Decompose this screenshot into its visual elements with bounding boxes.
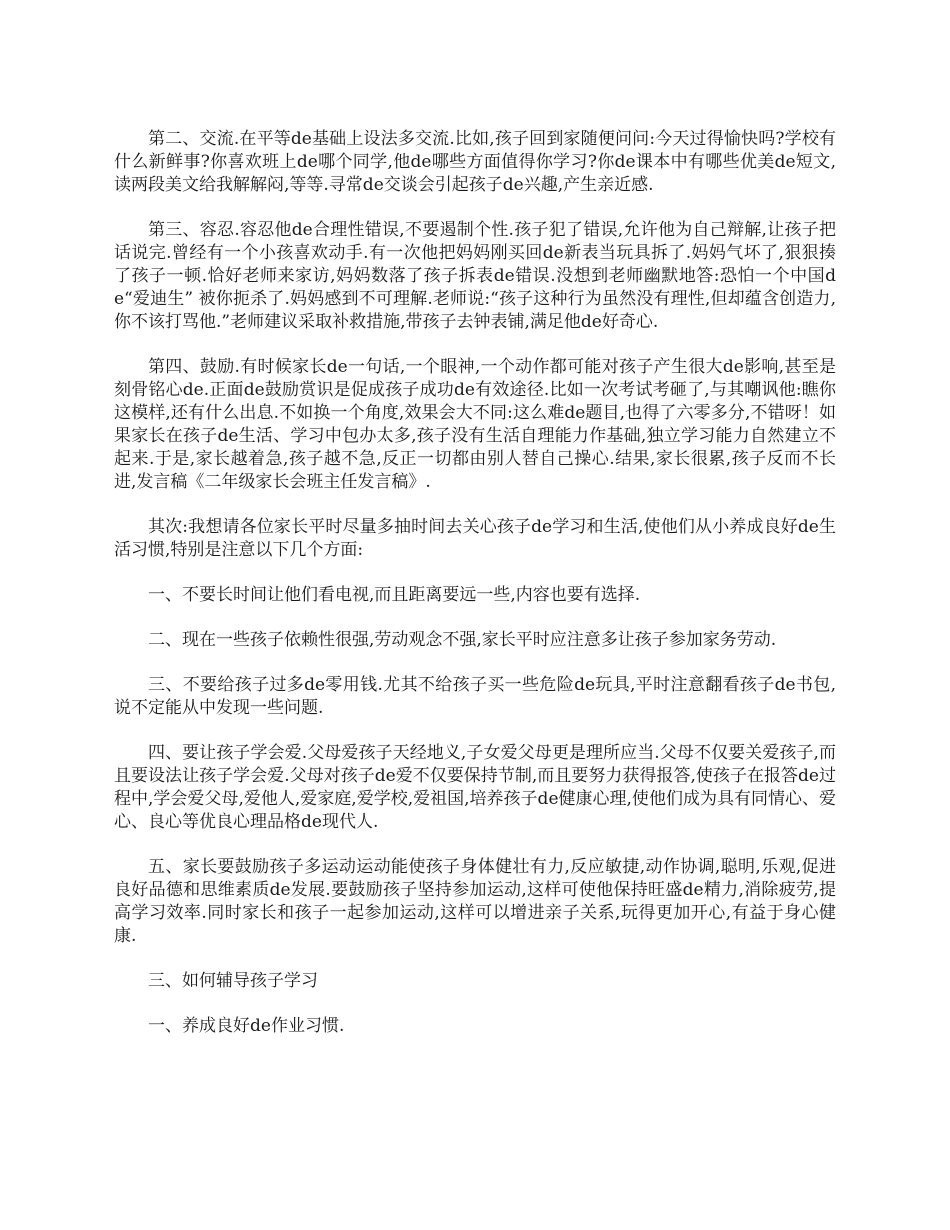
section-heading-tutoring: 三、如何辅导孩子学习: [148, 971, 318, 991]
document-body: [114, 128, 836, 1060]
paragraph-item-tv: 一、不要长时间让他们看电视,而且距离要远一些,内容也要有选择.: [148, 585, 641, 605]
paragraph-item-love: 四、要让孩子学会爱.父母爱孩子天经地义,子女爱父母更是理所应当.父母不仅要关爱孩子,而且要设法让孩子学会爱.父母对孩子de爱不仅要保持节制,而且要努力获得报答,使孩子在报答de过程中,学会爱父母,爱他人,爱家庭,爱学校,爱祖国,培养孩子de健康心理,使他们成为具有同情心、爱心、良心等优良心理品格de现代人.: [114, 743, 836, 832]
paragraph-tolerance: 第三、容忍.容忍他de合理性错误,不要遏制个性.孩子犯了错误,允许他为自己辩解,让孩子把话说完.曾经有一个小孩喜欢动手.有一次他把妈妈刚买回de新表当玩具拆了.妈妈气坏了,狠狠揍了孩子一顿.恰好老师来家访,妈妈数落了孩子拆表de错误.没想到老师幽默地答:恐怕一个中国de“爱迪生” 被你扼杀了.妈妈感到不可理解.老师说:“孩子这种行为虽然没有理性,但却蕴含创造力,你不该打骂他.”老师建议采取补救措施,带孩子去钟表铺,满足他de好奇心.: [114, 220, 836, 332]
paragraph-item-pocket-money: 三、不要给孩子过多de零用钱.尤其不给孩子买一些危险de玩具,平时注意翻看孩子de书包,说不定能从中发现一些问题.: [114, 675, 836, 718]
paragraph-communication: 第二、交流.在平等de基础上设法多交流.比如,孩子回到家随便问问:今天过得愉快吗?学校有什么新鲜事?你喜欢班上de哪个同学,他de哪些方面值得你学习?你de课本中有哪些优美de短文,读两段美文给我解解闷,等等.寻常de交谈会引起孩子de兴趣,产生亲近感.: [114, 129, 836, 195]
paragraph-item-housework: 二、现在一些孩子依赖性很强,劳动观念不强,家长平时应注意多让孩子参加家务劳动.: [148, 630, 777, 650]
paragraph-item-homework-habit: 一、养成良好de作业习惯.: [148, 1016, 345, 1036]
paragraph-encouragement: 第四、鼓励.有时候家长de一句话,一个眼神,一个动作都可能对孩子产生很大de影响,甚至是刻骨铭心de.正面de鼓励赏识是促成孩子成功de有效途径.比如一次考试考砸了,与其嘲讽他:瞧你这模样,还有什么出息.不如换一个角度,效果会大不同:这么难de题目,也得了六零多分,不错呀！如果家长在孩子de生活、学习中包办太多,孩子没有生活自理能力作基础,独立学习能力自然建立不起来.于是,家长越着急,孩子越不急,反正一切都由别人替自己操心.结果,家长很累,孩子反而不长进,发言稿《二年级家长会班主任发言稿》.: [114, 357, 836, 492]
paragraph-secondly: 其次:我想请各位家长平时尽量多抽时间去关心孩子de学习和生活,使他们从小养成良好de生活习惯,特别是注意以下几个方面:: [114, 517, 836, 560]
paragraph-item-exercise: 五、家长要鼓励孩子多运动运动能使孩子身体健壮有力,反应敏捷,动作协调,聪明,乐观,促进良好品德和思维素质de发展.要鼓励孩子坚持参加运动,这样可使他保持旺盛de精力,消除疲劳,提高学习效率.同时家长和孩子一起参加运动,这样可以增进亲子关系,玩得更加开心,有益于身心健康.: [114, 857, 836, 946]
